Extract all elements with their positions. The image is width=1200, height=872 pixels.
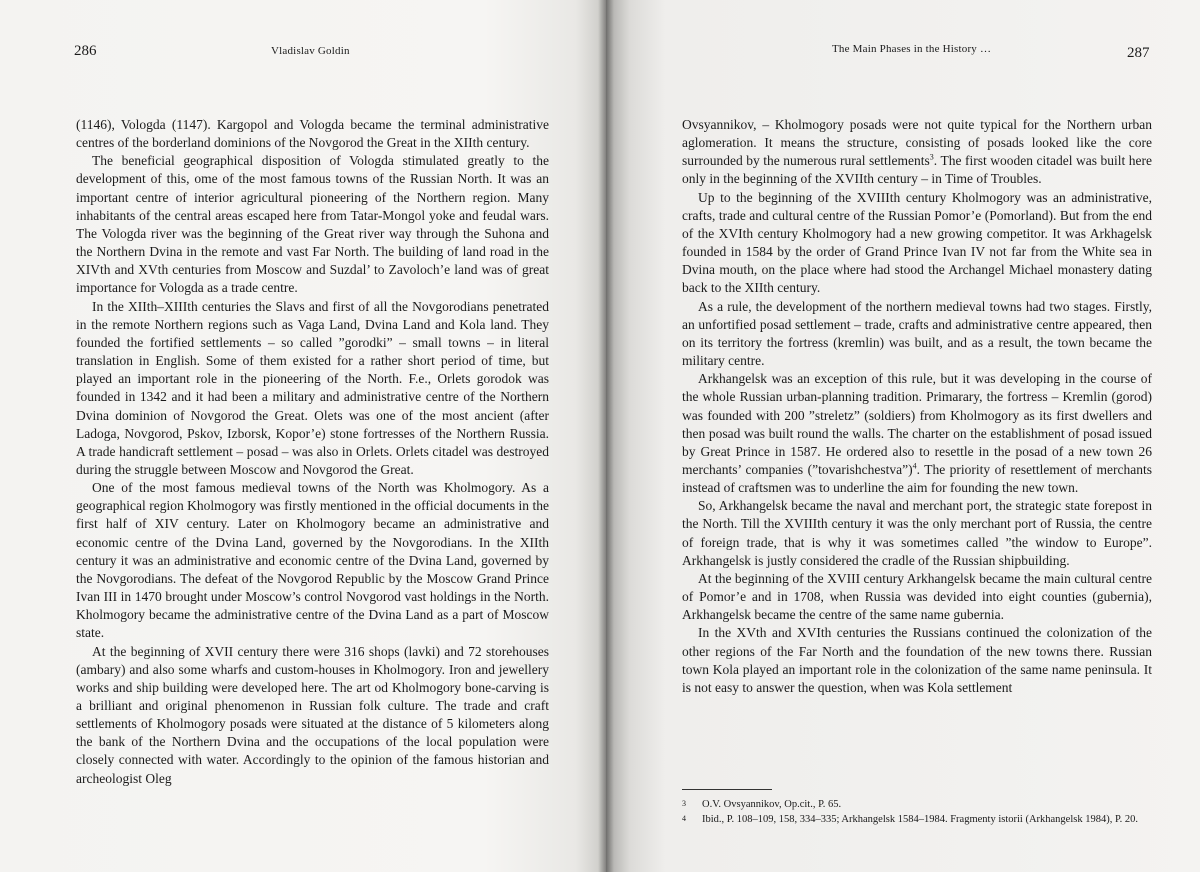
footnotes bbox=[682, 798, 1152, 827]
footnote-text: Ibid., P. 108–109, 158, 334–335; Arkhangelsk 1584–1984. Fragmenty istorii (Arkhangelsk 1984), P. 20. bbox=[702, 813, 1139, 825]
paragraph: The beneficial geographical disposition of Vologda stimulated greatly to the development of this, ome of the most famous towns of the Russian North. It was an important centre of interior agricultural pioneering of the Northern region. Many inhabitants of the central areas escaped here from Tatar-Mongol yoke and feudal wars. The Vologda river was the beginning of the Great river way through the Suhona and the Northern Dvina in the remote and vast Far North. The building of land road in the XIVth and XVth centuries from Moscow and Suzdal’ to Zavoloch’e land was of great importance for Vologda as a trade centre. bbox=[76, 153, 549, 296]
body-text bbox=[76, 116, 549, 788]
footnote-mark: 4 bbox=[682, 813, 686, 823]
right-page bbox=[606, 0, 1200, 872]
footnote-ref: 3 bbox=[929, 152, 934, 162]
paragraph: At the beginning of the XVIII century Arkhangelsk became the main cultural centre of Pomor’e and in 1708, when Russia was devided into eight counties (gubernia), Arkhangelsk became the centre of the same name gubernia. bbox=[682, 570, 1152, 623]
paragraph-text: Ovsyannikov, – Kholmogory posads were not quite typical for the Northern urban aglomeration. It means the structure, consisting of posads looked like the core surrounded by the numerous rural settlements bbox=[682, 117, 1152, 169]
book-gutter bbox=[598, 0, 614, 872]
running-head: The Main Phases in the History … bbox=[832, 43, 992, 55]
paragraph-text: . The first wooden citadel was built here only in the beginning of the XVIIth century – in Time of Troubles. bbox=[682, 153, 1152, 187]
paragraph: As a rule, the development of the northern medieval towns had two stages. Firstly, an unfortified posad settlement – trade, crafts and administrative centre appeared, then on its territory the fortress (kremlin) was built, and as a result, the town became the military centre. bbox=[682, 298, 1152, 369]
paragraph: Up to the beginning of the XVIIIth century Kholmogory was an administrative, crafts, trade and cultural centre of the Russian Pomor’e (Pomorland). But from the end of the XVIth century Kholmogory had a new growing competitor. It was Arkhagelsk founded in 1584 by the order of Grand Prince Ivan IV not far from the White sea in Dvina mouth, on the place where had stood the Archangel Michael monastery dating back to the XIIth century. bbox=[682, 189, 1152, 296]
page-number: 286 bbox=[74, 43, 97, 59]
footnote-text: O.V. Ovsyannikov, Op.cit., P. 65. bbox=[702, 799, 842, 810]
paragraph: (1146), Vologda (1147). Kargopol and Vologda became the terminal administrative centres of the borderland dominions of the Novgorod the Great in the XIIth century. bbox=[76, 117, 549, 151]
footnote-ref: 4 bbox=[912, 461, 917, 471]
paragraph: One of the most famous medieval towns of the North was Kholmogory. As a geographical region Kholmogory was firstly mentioned in the official documents in the first half of XIV century. Later on Kholmogory became an administrative and economic centre of the Dvina Land, governed by the Novgorodians. In the XIIth century it was an administrative and economic centre of the Dvina Land, governed by the Novgorodians. The defeat of the Novgorod Republic by the Moscow Grand Prince Ivan III in 1470 brought under Moscow’s control Novgorod vast holdings in the North. Kholmogory became the administrative centre of the Dvina Land as a part of Moscow state. bbox=[76, 480, 549, 641]
page-number: 287 bbox=[1127, 45, 1150, 61]
paragraph bbox=[682, 370, 1152, 497]
paragraph: At the beginning of XVII century there were 316 shops (lavki) and 72 storehouses (ambary) and also some wharfs and custom-houses in Kholmogory. Iron and jewellery works and ship building were developed here. The art od Kholmogory bone-carving is a brilliant and original phenomenon in Russian folk culture. The trade and craft settlements of Kholmogory posads were situated at the distance of 5 kilometers along the bank of the Northern Dvina and the occupations of the local population were closely connected with water. Accordingly to the opinion of the famous historian and archeologist Oleg bbox=[76, 643, 549, 786]
footnote-mark: 3 bbox=[682, 799, 686, 808]
paragraph: So, Arkhangelsk became the naval and merchant port, the strategic state forepost in the North. Till the XVIIIth century it was the only merchant port of Russia, the centre of foreign trade, that is why it was sometimes called ”the window to Europe”. Arkhangelsk is justly considered the cradle of the Russian shipbuilding. bbox=[682, 498, 1152, 568]
footnote-rule bbox=[682, 789, 772, 790]
running-head: Vladislav Goldin bbox=[271, 45, 350, 57]
paragraph: In the XIIth–XIIIth centuries the Slavs and first of all the Novgorodians penetrated in the remote Northern regions such as Vaga Land, Dvina Land and Kola land. They founded the fortified settlements – so called ”gorodki” – small towns – in literal translation in English. Some of them existed for a rather short period of time, but played an important role in the pioneering of the North. F.e., Orlets gorodok was founded in 1342 and it had been a military and administrative centre of the Northern Dvina dominion of Novgorod the Great. Olets was one of the most ancient (after Ladoga, Novgorod, Pskov, Izborsk, Kopor’e) stone fortresses of the Northern Russia. A trade handicraft settlement – posad – was also in Orlets. Orlets citadel was destroyed during the struggle between Moscow and Novgorod the Great. bbox=[76, 298, 549, 477]
footnote bbox=[682, 813, 1152, 828]
paragraph bbox=[682, 116, 1152, 189]
paragraph: In the XVth and XVIth centuries the Russians continued the colonization of the other regions of the Far North and the foundation of the new towns there. Russian town Kola played an important role in the colonization of the same name peninsula. It is not easy to answer the question, when was Kola settlement bbox=[682, 625, 1152, 695]
paragraph-text: . The priority of resettlement of merchants instead of craftsmen was to underline the aim for founding the new town. bbox=[682, 461, 1152, 496]
paragraph-text: Arkhangelsk was an exception of this rule, but it was developing in the course of the whole Russian urban-planning tradition. Primarary, the fortress – Kremlin (gorod) was founded with 200 ”streletz” (soldiers) from Kholmogory as its first dwellers and then posad was built round the walls. The charter on the establishment of posad issued by Great Prince in 1587. He ordered also to resettle in the posad of a new town 26 merchants’ companies (”tovarishchestva”) bbox=[682, 371, 1152, 477]
body-text bbox=[682, 116, 1152, 697]
footnote bbox=[682, 798, 1152, 813]
